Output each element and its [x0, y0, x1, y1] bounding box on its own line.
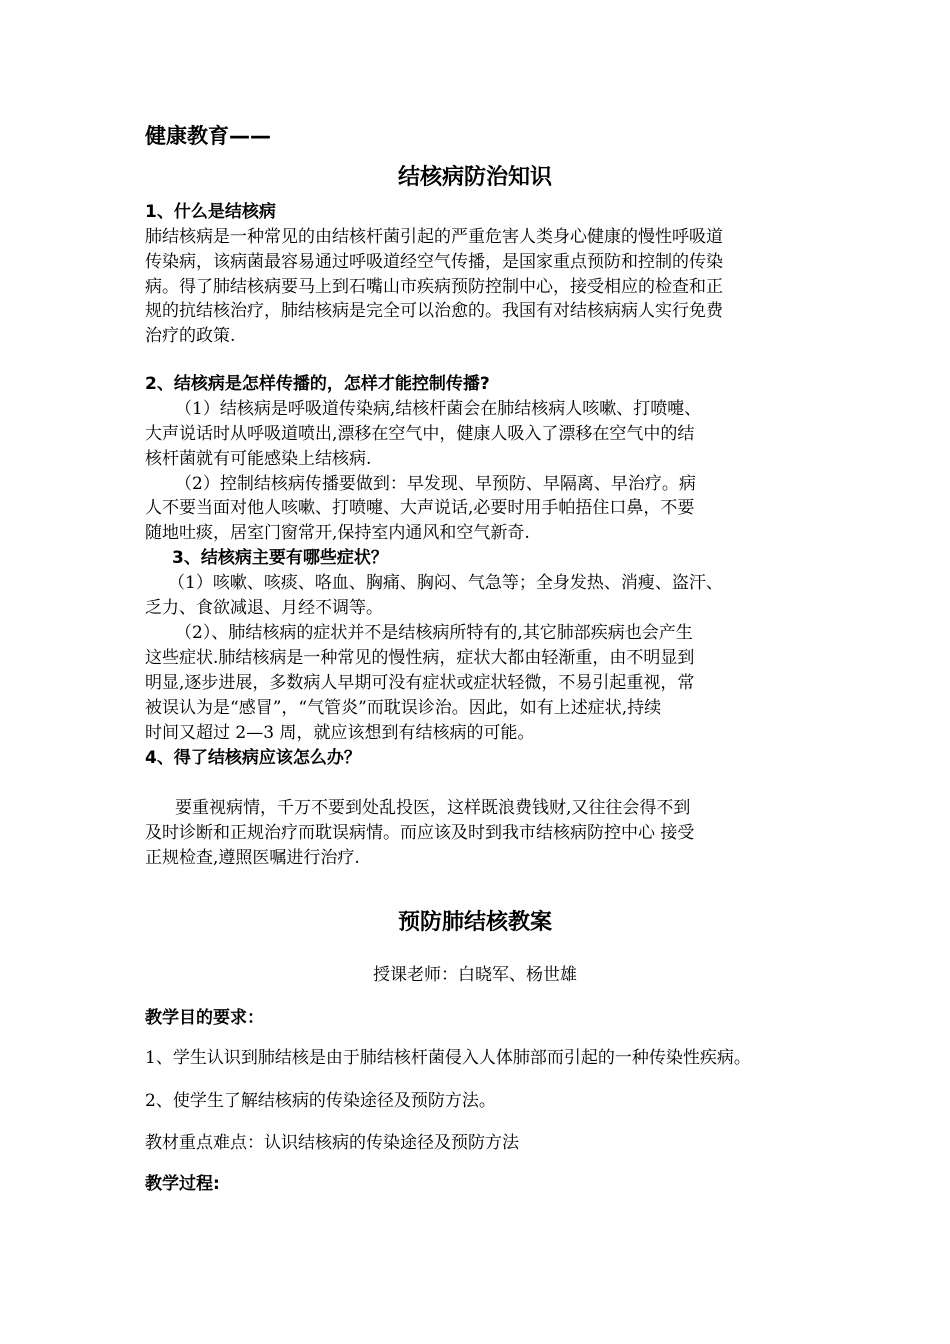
section2-line: （1）结核病是呼吸道传染病,结核杆菌会在肺结核病人咳嗽、打喷嚏、 [175, 399, 702, 419]
goal-item: 1、学生认识到肺结核是由于肺结核杆菌侵入人体肺部而引起的一种传染性疾病。 [145, 1048, 751, 1068]
section3-line: 乏力、食欲减退、月经不调等。 [145, 598, 383, 618]
section2-heading: 2、结核病是怎样传播的，怎样才能控制传播? [145, 374, 490, 394]
lesson-teacher: 授课老师：白晓军、杨世雄 [373, 965, 577, 985]
section4-line: 要重视病情，千万不要到处乱投医，这样既浪费钱财,又往往会得不到 [175, 798, 691, 818]
section2-line: 核杆菌就有可能感染上结核病. [145, 449, 372, 469]
section3-line: 明显,逐步进展，多数病人早期可没有症状或症状轻微，不易引起重视，常 [145, 673, 695, 693]
section1-line: 规的抗结核治疗，肺结核病是完全可以治愈的。我国有对结核病病人实行免费 [145, 301, 723, 321]
section1-heading: 1、什么是结核病 [145, 202, 276, 222]
section2-line: 大声说话时从呼吸道喷出,漂移在空气中，健康人吸入了漂移在空气中的结 [145, 424, 695, 444]
section1-line: 治疗的政策. [145, 326, 236, 346]
section1-line: 病。得了肺结核病要马上到石嘴山市疾病预防控制中心，接受相应的检查和正 [145, 277, 723, 297]
lesson-title: 预防肺结核教案 [397, 910, 552, 935]
section1-line: 肺结核病是一种常见的由结核杆菌引起的严重危害人类身心健康的慢性呼吸道 [145, 227, 723, 247]
section3-line: 被误认为是“感冒”，“气管炎”而耽误诊治。因此，如有上述症状,持续 [145, 698, 662, 718]
goal-item: 2、使学生了解结核病的传染途径及预防方法。 [145, 1091, 496, 1111]
section3-line: （1）咳嗽、咳痰、咯血、胸痛、胸闷、气急等；全身发热、消瘦、盗汗、 [168, 573, 723, 593]
section4-line: 正规检查,遵照医嘱进行治疗. [145, 848, 360, 868]
process-heading: 教学过程: [145, 1174, 220, 1194]
section3-heading: 3、结核病主要有哪些症状？ [172, 548, 388, 568]
section3-line: 这些症状.肺结核病是一种常见的慢性病，症状大都由轻渐重，由不明显到 [145, 648, 695, 668]
section3-line: （2）、肺结核病的症状并不是结核病所特有的,其它肺部疾病也会产生 [175, 623, 693, 643]
section1-line: 传染病，该病菌最容易通过呼吸道经空气传播，是国家重点预防和控制的传染 [145, 252, 723, 272]
goals-heading: 教学目的要求： [145, 1008, 264, 1028]
key-points: 教材重点难点：认识结核病的传染途径及预防方法 [145, 1133, 519, 1153]
section2-line: 人不要当面对他人咳嗽、打喷嚏、大声说话,必要时用手帕捂住口鼻，不要 [145, 498, 695, 518]
top-heading: 健康教育—— [145, 124, 271, 148]
section2-line: 随地吐痰，居室门窗常开,保持室内通风和空气新奇. [145, 523, 530, 543]
section3-line: 时间又超过 2—3 周，就应该想到有结核病的可能。 [145, 723, 535, 743]
section2-line: （2）控制结核病传播要做到：早发现、早预防、早隔离、早治疗。病 [175, 474, 696, 494]
page-title: 结核病防治知识 [397, 165, 552, 190]
section4-heading: 4、得了结核病应该怎么办？ [145, 748, 361, 768]
section4-line: 及时诊断和正规治疗而耽误病情。而应该及时到我市结核病防控中心 接受 [145, 823, 695, 843]
